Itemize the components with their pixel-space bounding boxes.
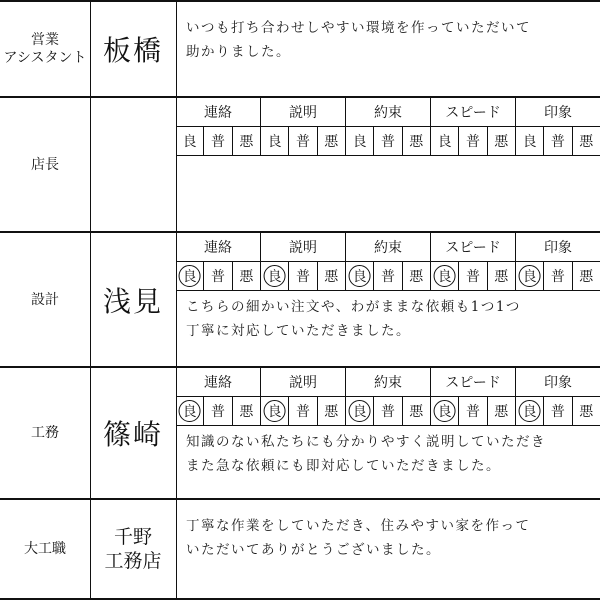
comment-text: こちらの細かい注文や、わがままな依頼も1つ1つ 丁寧に対応していただきました。 <box>186 299 521 339</box>
person-name <box>90 98 177 231</box>
grade-cell: 悪 <box>403 397 431 425</box>
grade-cell: 良 <box>346 127 374 155</box>
person-name: 板橋 <box>90 2 177 96</box>
category-header-row <box>176 233 600 262</box>
grade-cell: 普 <box>289 127 317 155</box>
grade-row <box>176 397 600 426</box>
grade-cell: 悪 <box>579 269 594 285</box>
grade-cell: 良 <box>516 127 544 155</box>
row-design <box>0 231 600 366</box>
grade-cell: 悪 <box>579 134 594 150</box>
row-content <box>176 98 600 231</box>
row-sales-assistant <box>0 0 600 96</box>
grade-cell: 普 <box>204 127 232 155</box>
grade-cell: 普 <box>289 262 317 290</box>
category-label: 説明 <box>261 98 346 126</box>
category-label: 連絡 <box>176 368 261 396</box>
category-label: 説明 <box>261 368 346 396</box>
grade-cell: 普 <box>204 397 232 425</box>
grade-cell: 悪 <box>233 127 261 155</box>
grade-cell: 普 <box>374 262 402 290</box>
grade-cell: 良 <box>346 262 374 290</box>
grade-cell: 良 <box>261 127 289 155</box>
grade-cell: 悪 <box>318 397 346 425</box>
category-header-row <box>176 368 600 397</box>
grade-cell: 良 <box>176 127 204 155</box>
role-label: 設計 <box>0 233 91 366</box>
grade-cell: 悪 <box>579 404 594 420</box>
grade-cell: 悪 <box>318 127 346 155</box>
grade-cell: 良 <box>261 397 289 425</box>
person-name: 浅見 <box>90 233 177 366</box>
evaluation-grid <box>176 368 600 424</box>
grade-cell: 良 <box>516 397 544 425</box>
comment-text: 知識のない私たちにも分かりやすく説明していただき また急な依頼にも即対応していただきました。 <box>186 434 546 474</box>
category-label: 約束 <box>346 233 431 261</box>
grade-cell: 良 <box>176 397 204 425</box>
row-content <box>176 368 600 498</box>
grade-cell: 良 <box>431 397 459 425</box>
row-carpenter <box>0 498 600 600</box>
category-header-row <box>176 98 600 127</box>
category-label: 説明 <box>261 233 346 261</box>
grade-cell: 悪 <box>233 262 261 290</box>
grade-cell: 普 <box>544 127 572 155</box>
row-content <box>176 2 600 96</box>
category-label: 約束 <box>346 368 431 396</box>
grade-cell: 普 <box>544 397 572 425</box>
grade-cell: 普 <box>459 397 487 425</box>
grade-cell: 普 <box>204 262 232 290</box>
grade-cell: 悪 <box>233 397 261 425</box>
grade-cell: 普 <box>289 397 317 425</box>
category-label: 約束 <box>346 98 431 126</box>
grade-cell: 普 <box>459 262 487 290</box>
grade-cell: 良 <box>261 262 289 290</box>
category-label: 印象 <box>544 105 572 121</box>
grade-cell: 悪 <box>488 262 516 290</box>
category-label: 印象 <box>544 240 572 256</box>
role-label: 工務 <box>0 368 91 498</box>
category-label: 印象 <box>544 375 572 391</box>
row-construction <box>0 366 600 498</box>
person-name: 千野 工務店 <box>90 500 177 598</box>
row-store-manager <box>0 96 600 231</box>
person-name: 篠崎 <box>90 368 177 498</box>
row-content <box>176 233 600 366</box>
category-label: 連絡 <box>176 233 261 261</box>
category-label: スピード <box>431 233 516 261</box>
row-content <box>176 500 600 598</box>
grade-cell: 悪 <box>403 127 431 155</box>
evaluation-grid <box>176 233 600 289</box>
role-label: 店長 <box>0 98 91 231</box>
category-label: 連絡 <box>176 98 261 126</box>
grade-cell: 良 <box>176 262 204 290</box>
grade-cell: 普 <box>374 397 402 425</box>
grade-cell: 悪 <box>403 262 431 290</box>
grade-cell: 普 <box>544 262 572 290</box>
grade-cell: 良 <box>346 397 374 425</box>
comment-text: 丁寧な作業をしていただき、住みやすい家を作って いただいてありがとうございました。 <box>186 518 531 558</box>
grade-row <box>176 262 600 291</box>
evaluation-grid <box>176 98 600 154</box>
comment-text: いつも打ち合わせしやすい環境を作っていただいて 助かりました。 <box>186 20 531 60</box>
grade-cell: 良 <box>516 262 544 290</box>
grade-cell: 良 <box>431 127 459 155</box>
grade-cell: 悪 <box>488 127 516 155</box>
grade-cell: 普 <box>459 127 487 155</box>
grade-row <box>176 127 600 156</box>
category-label: スピード <box>431 368 516 396</box>
role-label: 大工職 <box>0 500 91 598</box>
grade-cell: 悪 <box>488 397 516 425</box>
grade-cell: 良 <box>431 262 459 290</box>
role-label: 営業 アシスタント <box>0 2 91 96</box>
category-label: スピード <box>431 98 516 126</box>
grade-cell: 普 <box>374 127 402 155</box>
grade-cell: 悪 <box>318 262 346 290</box>
